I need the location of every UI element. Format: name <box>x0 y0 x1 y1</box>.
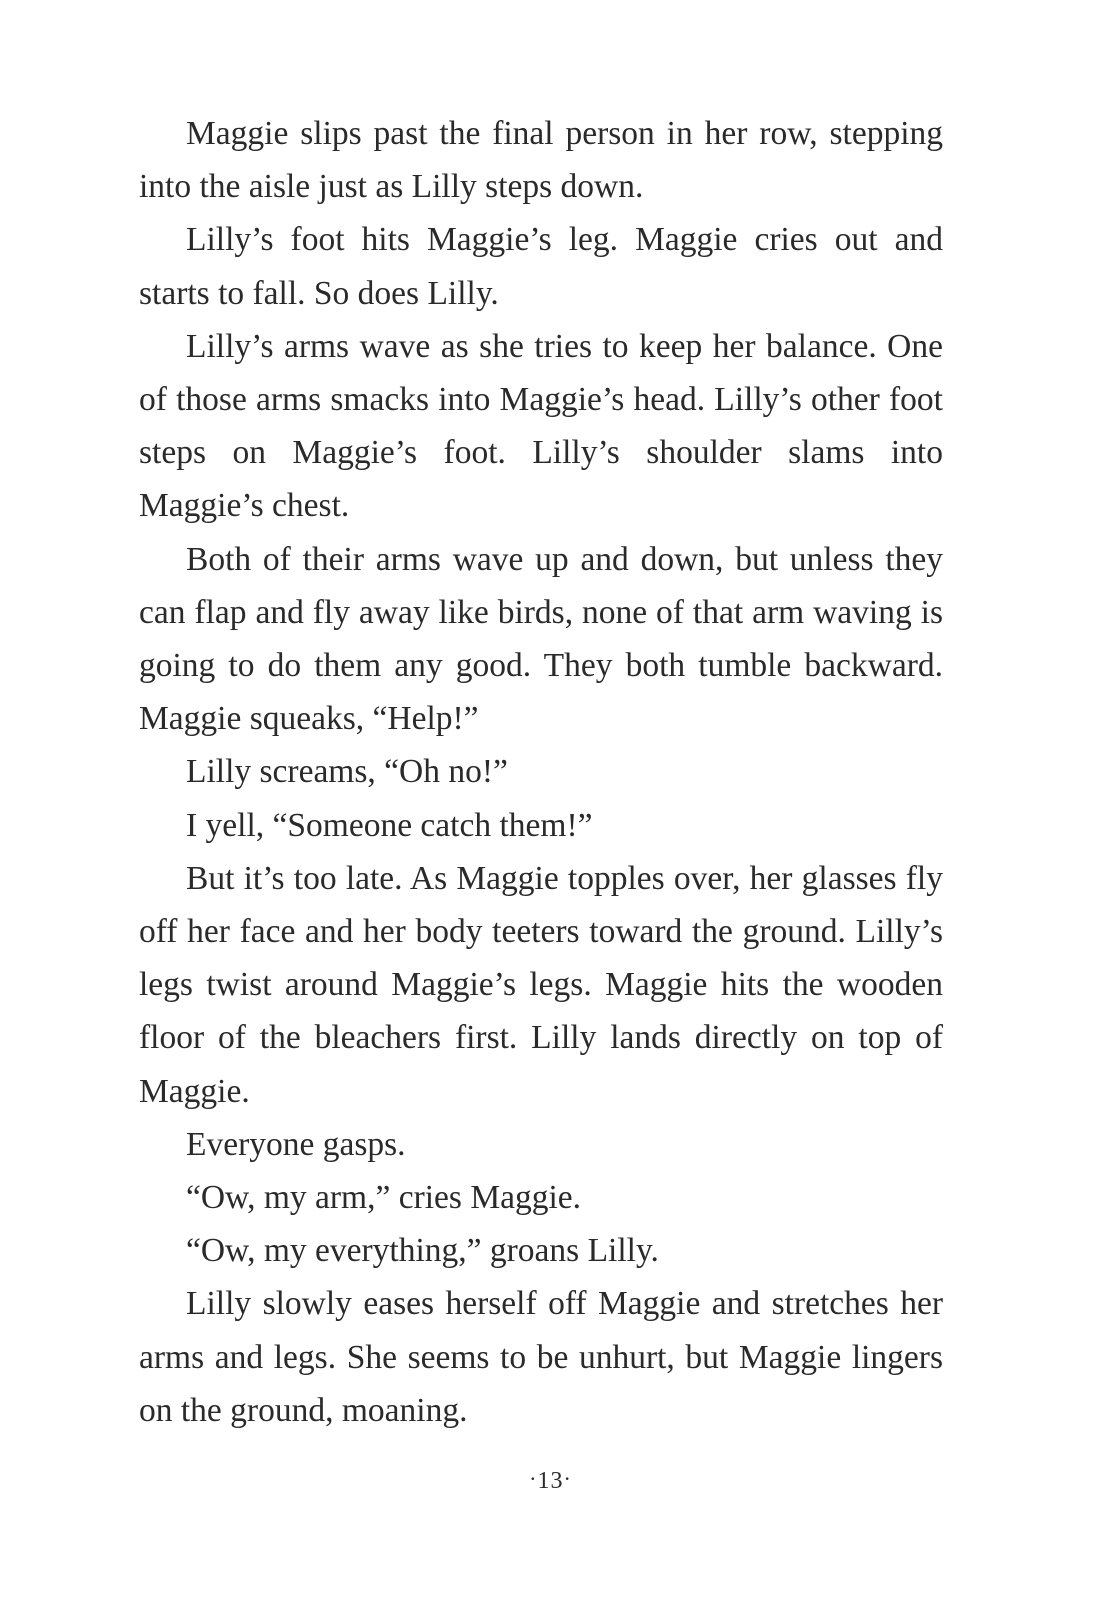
paragraph: I yell, “Someone catch them!” <box>186 806 593 844</box>
paragraph: Lilly’s arms wave as she tries to keep her balance. One of those arms smacks into Maggie’s head. Lilly’s other foot steps on Maggie’s foot. Lilly’s shoulder slams into Maggie’s chest. <box>139 327 943 525</box>
paragraph: Lilly’s foot hits Maggie’s leg. Maggie cries out and starts to fall. So does Lilly. <box>139 221 943 312</box>
folio-dot-left: · <box>529 1466 538 1491</box>
paragraph: Both of their arms wave up and down, but unless they can flap and fly away like birds, none of that arm waving is going to do them any good. They both tumble backward. Maggie squeaks, “Help!” <box>139 540 943 738</box>
paragraph: Maggie slips past the final person in her row, stepping into the aisle just as Lilly steps down. <box>139 115 943 206</box>
paragraph: “Ow, my arm,” cries Maggie. <box>186 1179 582 1217</box>
paragraph: “Ow, my everything,” groans Lilly. <box>186 1232 659 1270</box>
page-number-value: 13 <box>537 1468 564 1494</box>
paragraph: Lilly screams, “Oh no!” <box>186 753 508 791</box>
body-text <box>139 107 943 1437</box>
paragraph: Lilly slowly eases herself off Maggie and stretches her arms and legs. She seems to be unhurt, but Maggie lingers on the ground, moaning. <box>139 1285 943 1429</box>
page-number <box>0 1466 1101 1495</box>
folio-dot-right: · <box>563 1466 572 1491</box>
paragraph: Everyone gasps. <box>186 1125 406 1163</box>
paragraph: But it’s too late. As Maggie topples over, her glasses fly off her face and her body teeters toward the ground. Lilly’s legs twist around Maggie’s legs. Maggie hits the wooden floor of the bleachers first. Lilly lands directly on top of Maggie. <box>139 859 943 1110</box>
